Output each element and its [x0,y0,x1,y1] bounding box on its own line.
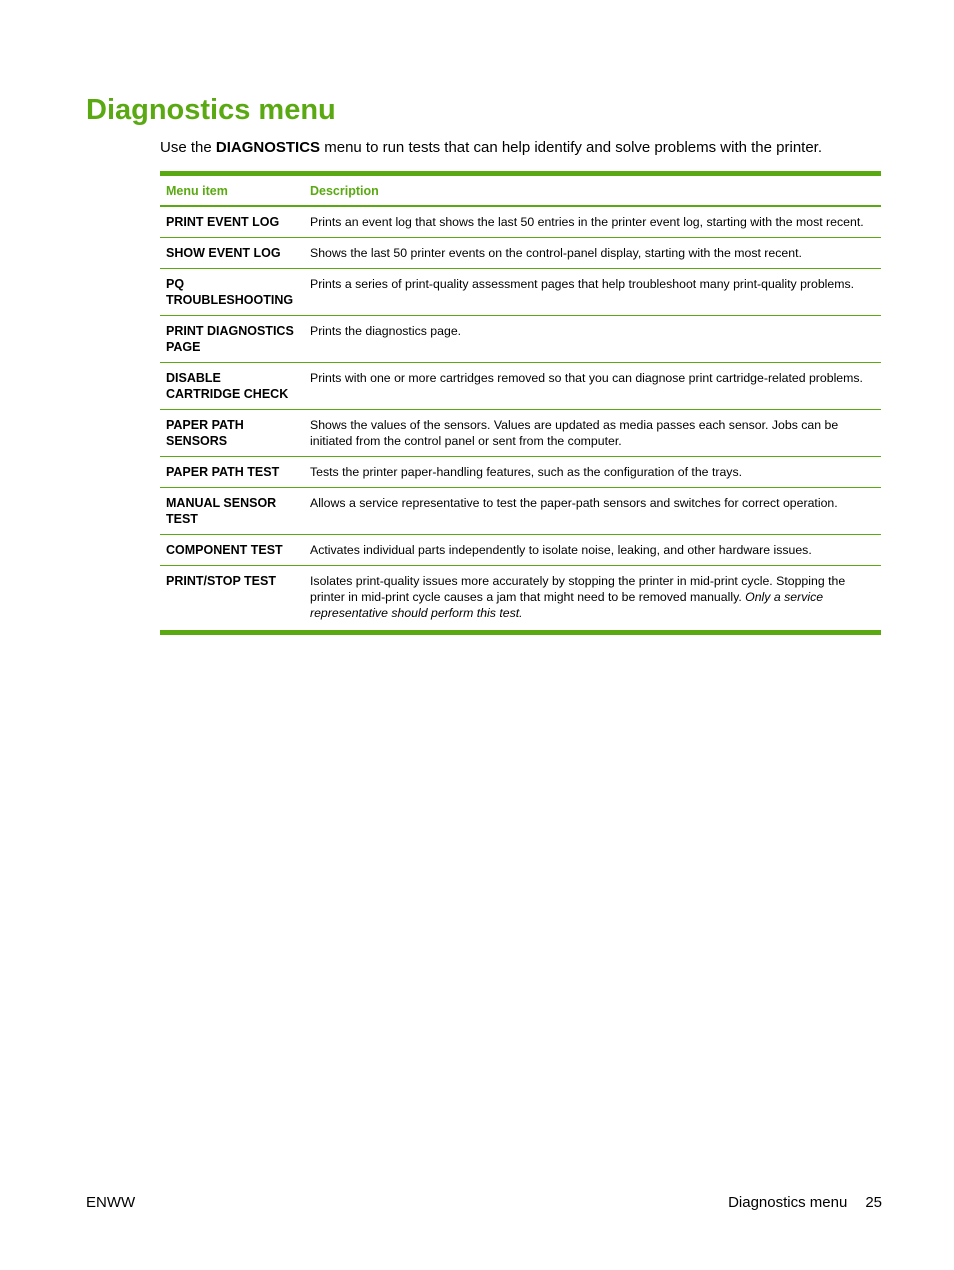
table-row [160,316,881,363]
menu-item-description [304,535,881,566]
table-row [160,535,881,566]
menu-item-description [304,488,881,535]
intro-text-after: menu to run tests that can help identify and solve problems with the printer. [320,139,823,156]
intro-paragraph [160,138,882,158]
page-number: 25 [865,1194,882,1211]
menu-item-description [304,410,881,457]
menu-item-name: PRINT EVENT LOG [160,206,304,238]
description-text: Prints a series of print-quality assessment pages that help troubleshoot many print-quality problems. [310,277,855,291]
diagnostics-menu-table [160,171,881,635]
page-title: Diagnostics menu [86,94,336,126]
menu-item-description [304,363,881,410]
footer-section: Diagnostics menu [728,1194,848,1211]
menu-item-name: PRINT/STOP TEST [166,574,276,588]
description-text: Activates individual parts independently to isolate noise, leaking, and other hardware issues. [310,543,812,557]
description-note: Only a service representative should perform this test. [310,590,824,620]
table-row [160,457,881,488]
menu-item-name: DISABLE CARTRIDGE CHECK [160,363,304,410]
header-description: Description [304,174,881,207]
menu-item-name: MANUAL SENSOR TEST [160,488,304,535]
table-row [160,410,881,457]
description-text: Allows a service representative to test the paper-path sensors and switches for correct operation. [310,496,838,510]
description-text: Shows the values of the sensors. Values are updated as media passes each sensor. Jobs can be initiated from the control panel or sent from the computer. [310,418,839,448]
menu-item-description [304,566,881,633]
description-text: Shows the last 50 printer events on the control-panel display, starting with the most recent. [310,246,802,260]
description-text: Prints an event log that shows the last 50 entries in the printer event log, starting with the most recent. [310,215,864,229]
table-row [160,363,881,410]
menu-item-name: SHOW EVENT LOG [160,238,304,269]
table-body [160,206,881,633]
table-row [160,206,881,238]
description-text: Prints with one or more cartridges removed so that you can diagnose print cartridge-related problems. [310,371,863,385]
header-menu-item: Menu item [160,174,304,207]
description-text: Prints the diagnostics page. [310,324,462,338]
menu-item-description [304,269,881,316]
table-row [160,238,881,269]
menu-item-description [304,206,881,238]
menu-item-description [304,316,881,363]
footer-right [728,1193,882,1213]
table-row [160,269,881,316]
menu-item-name: COMPONENT TEST [160,535,304,566]
table-header-row [160,174,881,207]
intro-text-before: Use the [160,139,216,156]
intro-menu-name: DIAGNOSTICS [215,139,321,156]
description-text: Isolates print-quality issues more accurately by stopping the printer in mid-print cycle. Stopping the printer in mid-print cycle causes a jam that might need to be removed manually. [310,574,846,604]
footer-left: ENWW [86,1194,136,1211]
menu-item-name: PQ TROUBLESHOOTING [160,269,304,316]
table-row [160,488,881,535]
menu-item-name: PRINT DIAGNOSTICS PAGE [160,316,304,363]
table-row [160,566,881,633]
menu-item-name: PAPER PATH TEST [160,457,304,488]
menu-item-name: PAPER PATH SENSORS [160,410,304,457]
description-text: Tests the printer paper-handling features, such as the configuration of the trays. [310,465,743,479]
menu-item-description [304,457,881,488]
menu-item-description [304,238,881,269]
